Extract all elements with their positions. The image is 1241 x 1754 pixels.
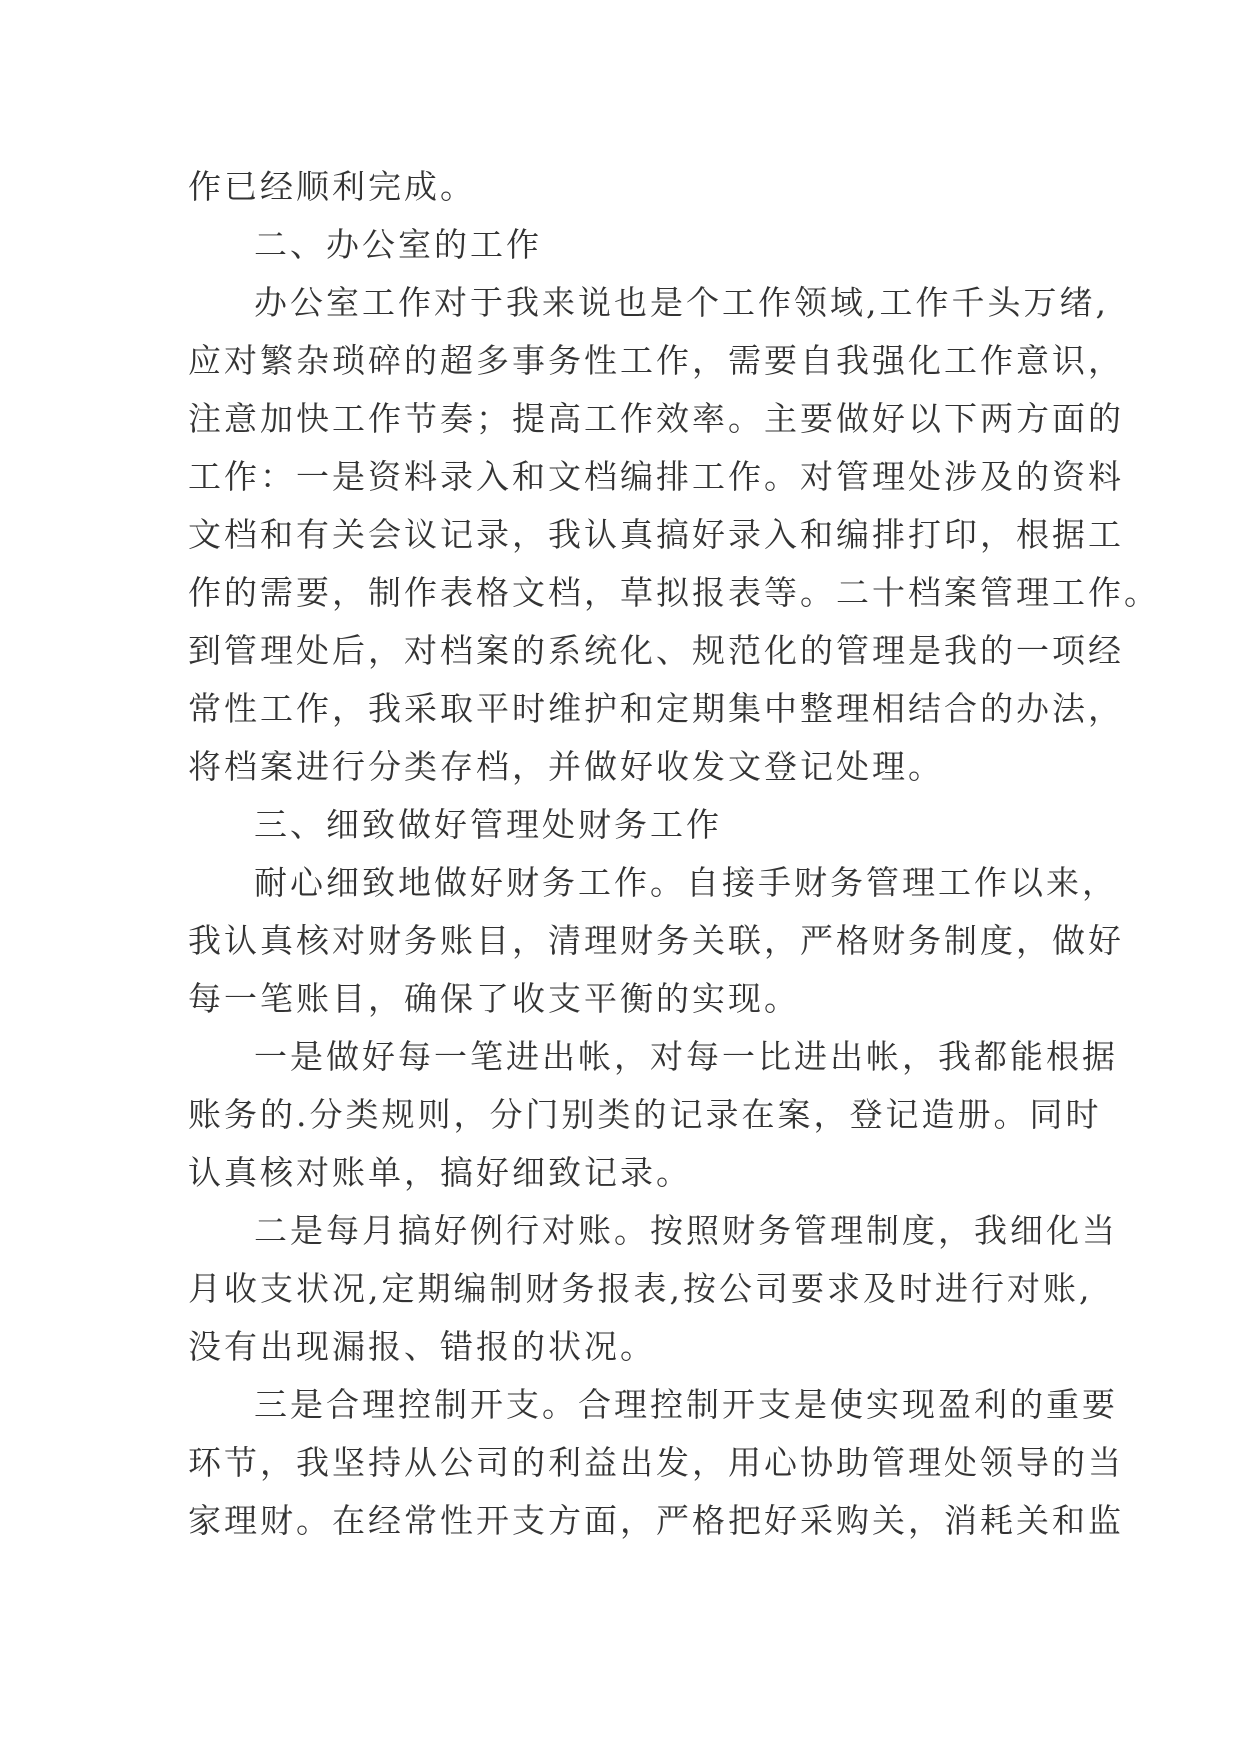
text-line: 月收支状况,定期编制财务报表,按公司要求及时进行对账, [188, 1269, 1093, 1308]
text-line: 三是合理控制开支。合理控制开支是使实现盈利的重要 [254, 1385, 1118, 1424]
text-line: 到管理处后，对档案的系统化、规范化的管理是我的一项经 [188, 631, 1124, 670]
text-line: 应对繁杂琐碎的超多事务性工作，需要自我强化工作意识， [188, 341, 1124, 380]
text-line: 一是做好每一笔进出帐，对每一比进出帐，我都能根据 [254, 1037, 1118, 1076]
document-body [188, 158, 1160, 1550]
text-line: 将档案进行分类存档，并做好收发文登记处理。 [188, 747, 944, 786]
text-line: 办公室工作对于我来说也是个工作领域,工作千头万绪, [254, 283, 1109, 322]
text-line: 作的需要，制作表格文档，草拟报表等。二十档案管理工作。 [188, 573, 1160, 612]
text-line: 二是每月搞好例行对账。按照财务管理制度，我细化当 [254, 1211, 1118, 1250]
text-line: 没有出现漏报、错报的状况。 [188, 1327, 656, 1366]
text-line: 账务的.分类规则，分门别类的记录在案，登记造册。同时 [188, 1095, 1102, 1134]
text-line: 认真核对账单，搞好细致记录。 [188, 1153, 692, 1192]
section-heading: 三、细致做好管理处财务工作 [254, 805, 722, 844]
text-line: 文档和有关会议记录，我认真搞好录入和编排打印，根据工 [188, 515, 1124, 554]
text-line: 家理财。在经常性开支方面，严格把好采购关，消耗关和监 [188, 1501, 1124, 1540]
text-line: 作已经顺利完成。 [188, 167, 476, 206]
section-heading: 二、办公室的工作 [254, 225, 542, 264]
text-line: 我认真核对财务账目，清理财务关联，严格财务制度，做好 [188, 921, 1124, 960]
text-line: 工作：一是资料录入和文档编排工作。对管理处涉及的资料 [188, 457, 1124, 496]
text-line: 注意加快工作节奏；提高工作效率。主要做好以下两方面的 [188, 399, 1124, 438]
text-line: 每一笔账目，确保了收支平衡的实现。 [188, 979, 800, 1018]
text-line: 耐心细致地做好财务工作。自接手财务管理工作以来， [254, 863, 1118, 902]
text-line: 常性工作，我采取平时维护和定期集中整理相结合的办法， [188, 689, 1124, 728]
text-line: 环节，我坚持从公司的利益出发，用心协助管理处领导的当 [188, 1443, 1124, 1482]
